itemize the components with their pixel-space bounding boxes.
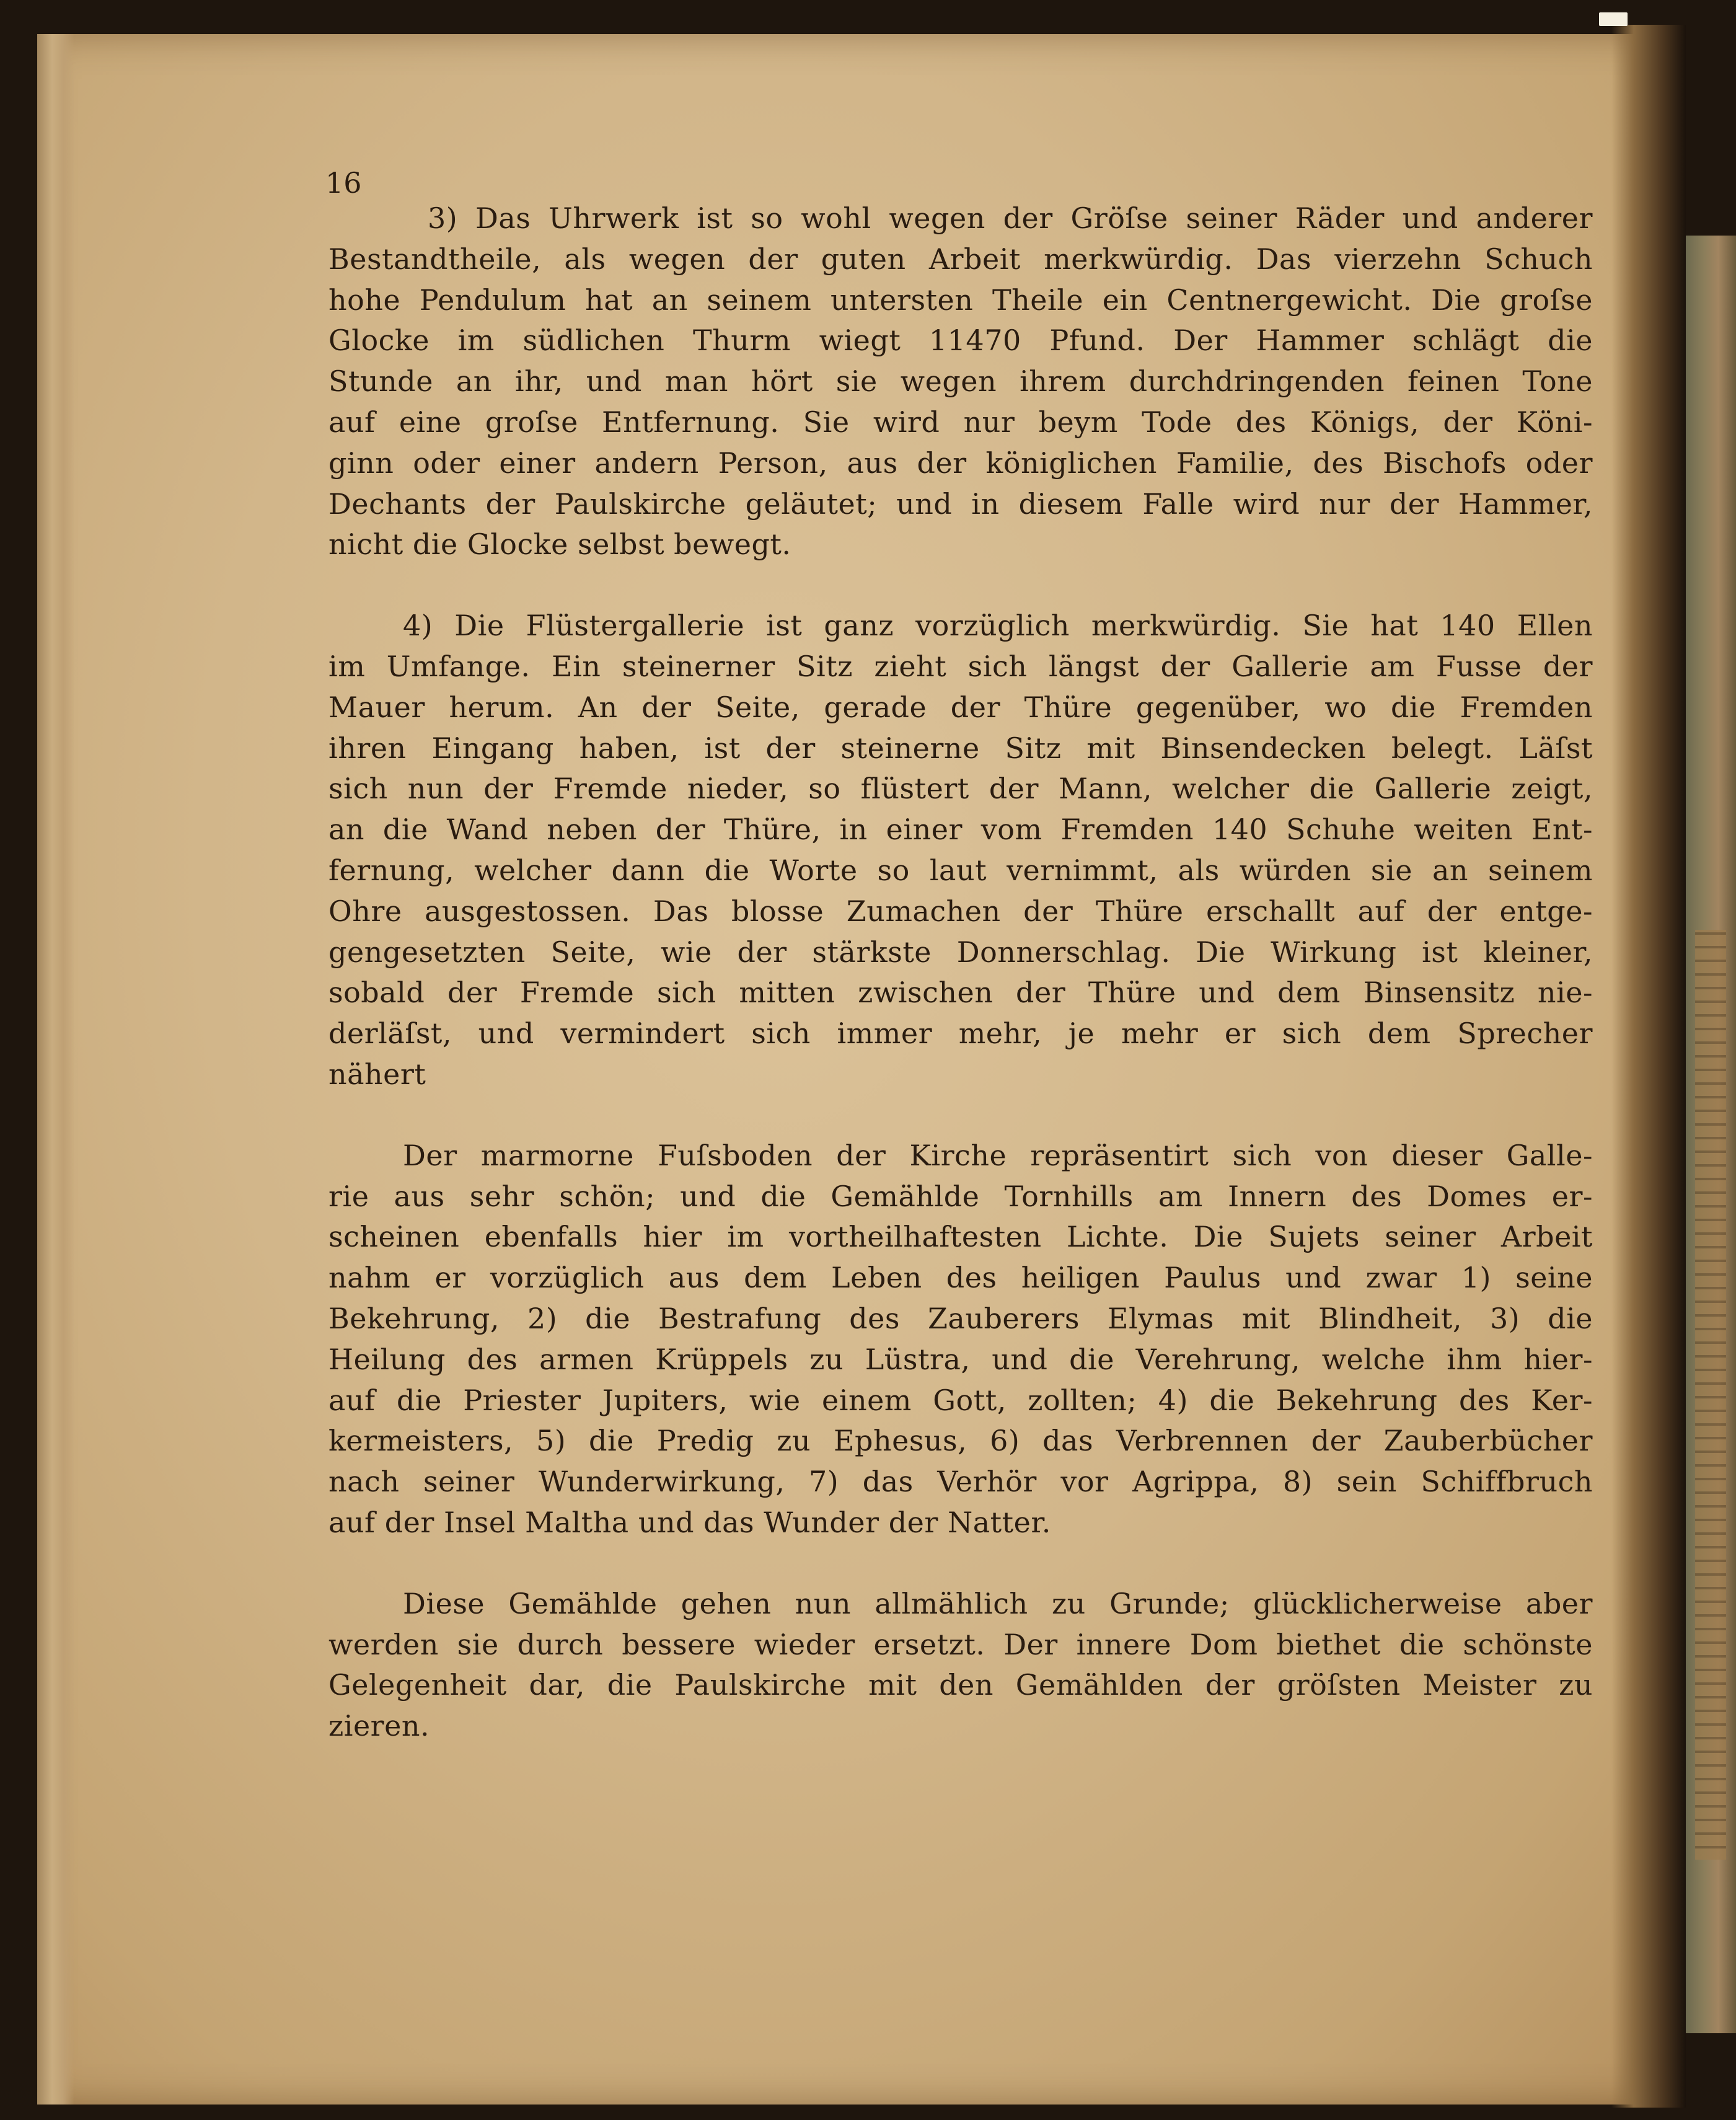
- text-line: ginn oder einer andern Person, aus der königlichen Familie, des Bischofs oder: [328, 446, 1593, 480]
- paragraph-gap: [328, 565, 1593, 606]
- text-line: scheinen ebenfalls hier im vortheilhaftesten Lichte. Die Sujets seiner Arbeit: [328, 1220, 1593, 1254]
- text-line: ihren Eingang haben, ist der steinerne Sitz mit Binsendecken belegt. Läſst: [328, 731, 1593, 765]
- text-line: hohe Pendulum hat an seinem untersten Theile ein Centnergewicht. Die groſse: [328, 283, 1593, 317]
- text-line: rie aus sehr schön; und die Gemählde Tornhills am Innern des Domes er-: [328, 1179, 1593, 1213]
- text-line: nähert: [328, 1057, 426, 1091]
- text-line: nach seiner Wunderwirkung, 7) das Verhör vor Agrippa, 8) sein Schiffbruch: [328, 1465, 1593, 1499]
- text-line: Heilung des armen Krüppels zu Lüstra, und die Verehrung, welche ihm hier-: [328, 1342, 1593, 1376]
- paragraph-gap: [328, 1095, 1593, 1136]
- text-line: Dechants der Paulskirche geläutet; und in diesem Falle wird nur der Hammer,: [328, 487, 1593, 521]
- text-line: auf eine groſse Entfernung. Sie wird nur beym Tode des Königs, der Köni-: [328, 405, 1593, 439]
- text-line: Bestandtheile, als wegen der guten Arbeit merkwürdig. Das vierzehn Schuch: [328, 242, 1593, 276]
- paragraph-4: [328, 1584, 1593, 1747]
- text-line: Gelegenheit dar, die Paulskirche mit den Gemählden der gröſsten Meister zu: [328, 1668, 1593, 1702]
- page-clip: [1599, 12, 1628, 26]
- text-line: sobald der Fremde sich mitten zwischen der Thüre und dem Binsensitz nie-: [328, 976, 1593, 1010]
- book-gutter: [1611, 25, 1686, 2108]
- paragraph-2: [328, 606, 1593, 1095]
- text-line: Stunde an ihr, und man hört sie wegen ihrem durchdringenden feinen Tone: [328, 364, 1593, 399]
- paragraph-3: [328, 1136, 1593, 1544]
- text-line: fernung, welcher dann die Worte so laut vernimmt, als würden sie an seinem: [328, 853, 1593, 887]
- text-line: Bekehrung, 2) die Bestrafung des Zauberers Elymas mit Blindheit, 3) die: [328, 1301, 1593, 1335]
- text-line: Diese Gemählde gehen nun allmählich zu Grunde; glücklicherweise aber: [403, 1586, 1593, 1620]
- text-line: auf der Insel Maltha und das Wunder der Natter.: [328, 1505, 1051, 1539]
- text-line: derläſst, und vermindert sich immer mehr, je mehr er sich dem Sprecher: [328, 1017, 1593, 1051]
- text-line: nahm er vorzüglich aus dem Leben des heiligen Paulus und zwar 1) seine: [328, 1261, 1593, 1295]
- text-line: Mauer herum. An der Seite, gerade der Thüre gegenüber, wo die Fremden: [328, 690, 1593, 724]
- paragraph-1: [328, 198, 1593, 565]
- text-line: auf die Priester Jupiters, wie einem Gott, zollten; 4) die Bekehrung des Ker-: [328, 1383, 1593, 1417]
- text-line: sich nun der Fremde nieder, so flüstert der Mann, welcher die Gallerie zeigt,: [328, 772, 1593, 806]
- text-line: Glocke im südlichen Thurm wiegt 11470 Pfund. Der Hammer schlägt die: [328, 324, 1593, 358]
- text-line: an die Wand neben der Thüre, in einer vom Fremden 140 Schuhe weiten Ent-: [328, 813, 1593, 847]
- text-line: im Umfange. Ein steinerner Sitz zieht sich längst der Gallerie am Fusse der: [328, 649, 1593, 683]
- text-line: werden sie durch bessere wieder ersetzt. Der innere Dom biethet die schönste: [328, 1627, 1593, 1661]
- page-number: 16: [325, 166, 362, 200]
- text-line: kermeisters, 5) die Predig zu Ephesus, 6) das Verbrennen der Zauberbücher: [328, 1424, 1593, 1458]
- text-line: 4) Die Flüstergallerie ist ganz vorzüglich merkwürdig. Sie hat 140 Ellen: [403, 609, 1593, 643]
- text-line: 3) Das Uhrwerk ist so wohl wegen der Gröſse seiner Räder und anderer: [428, 201, 1593, 235]
- text-line: nicht die Glocke selbst bewegt.: [328, 528, 791, 562]
- page-body: [328, 167, 1593, 1747]
- text-line: gengesetzten Seite, wie der stärkste Donnerschlag. Die Wirkung ist kleiner,: [328, 935, 1593, 969]
- text-line: zieren.: [328, 1709, 430, 1743]
- paragraph-gap: [328, 1544, 1593, 1584]
- text-line: Der marmorne Fuſsboden der Kirche repräsentirt sich von dieser Galle-: [403, 1138, 1593, 1172]
- page-edge-stack: [37, 34, 74, 2105]
- facing-page-engraving-edge: [1695, 930, 1726, 1860]
- text-line: Ohre ausgestossen. Das blosse Zumachen der Thüre erschallt auf der entge-: [328, 894, 1593, 928]
